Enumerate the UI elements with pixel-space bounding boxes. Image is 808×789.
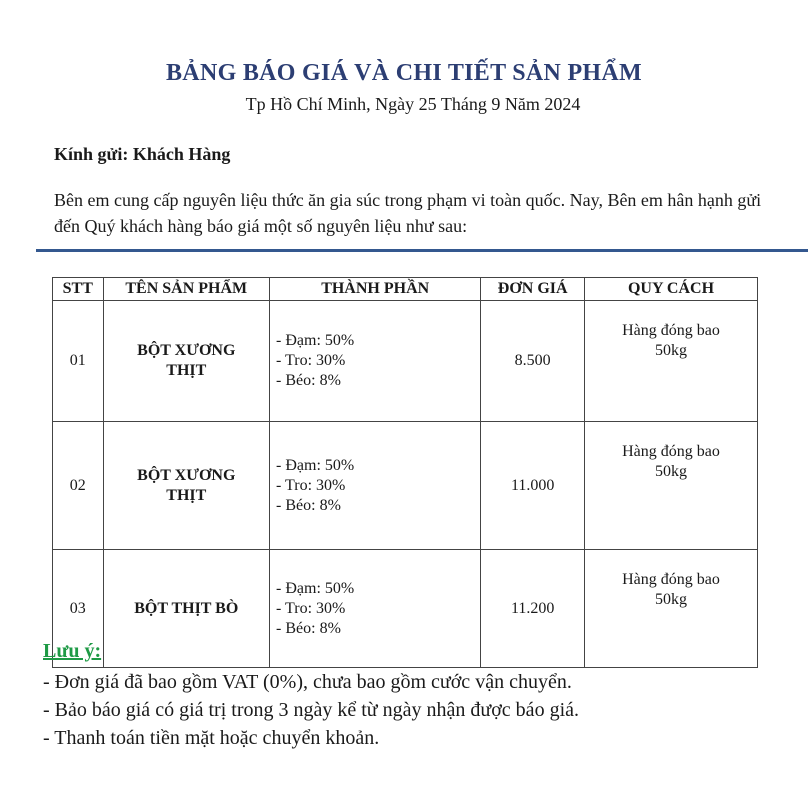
cell-product-name — [103, 550, 269, 668]
product-name-line: THỊT — [166, 486, 207, 504]
composition-ash: - Tro: 30% — [276, 352, 346, 369]
composition-ash: - Tro: 30% — [276, 476, 346, 494]
greeting: Kính gửi: Khách Hàng — [54, 144, 231, 164]
note-item-validity: - Bảo báo giá có giá trị trong 3 ngày kể từ ngày nhận được báo giá. — [43, 699, 579, 721]
cell-stt: 02 — [53, 422, 104, 550]
table-row — [53, 301, 758, 422]
cell-product-name — [103, 422, 269, 550]
notes-list — [43, 668, 579, 752]
cell-packaging — [584, 550, 757, 668]
cell-stt: 01 — [53, 301, 104, 422]
table-header-row — [53, 278, 758, 301]
page-title: BẢNG BÁO GIÁ VÀ CHI TIẾT SẢN PHẨM — [166, 60, 642, 86]
composition-protein: - Đạm: 50% — [276, 332, 355, 349]
product-name-line: BỘT XƯƠNG — [137, 342, 236, 359]
product-name-line: BỘT XƯƠNG — [137, 466, 236, 484]
composition-ash: - Tro: 30% — [276, 599, 346, 617]
packaging-line: 50kg — [654, 591, 687, 608]
section-divider — [36, 249, 808, 252]
cell-packaging — [584, 422, 757, 550]
cell-unit-price: 11.200 — [481, 550, 585, 668]
cell-composition — [270, 550, 481, 668]
composition-fat: - Béo: 8% — [276, 619, 341, 637]
table-row — [53, 422, 758, 550]
product-name-line: THỊT — [166, 362, 207, 379]
note-item-payment: - Thanh toán tiền mặt hoặc chuyển khoản. — [43, 727, 380, 749]
composition-protein: - Đạm: 50% — [276, 579, 355, 597]
composition-protein: - Đạm: 50% — [276, 456, 355, 474]
table-row — [53, 550, 758, 668]
cell-unit-price: 8.500 — [481, 301, 585, 422]
cell-packaging — [584, 301, 757, 422]
product-name-line: BỘT THỊT BÒ — [134, 599, 239, 617]
header-unit-price: ĐƠN GIÁ — [481, 278, 585, 301]
composition-fat: - Béo: 8% — [276, 372, 341, 389]
cell-composition — [270, 301, 481, 422]
cell-unit-price: 11.000 — [481, 422, 585, 550]
packaging-line: 50kg — [654, 463, 687, 480]
header-stt: STT — [53, 278, 104, 301]
note-item-vat: - Đơn giá đã bao gồm VAT (0%), chưa bao gồm cước vận chuyển. — [43, 671, 572, 693]
header-composition: THÀNH PHẦN — [270, 278, 481, 301]
price-table — [52, 277, 758, 668]
cell-stt: 03 — [53, 550, 104, 668]
cell-composition — [270, 422, 481, 550]
composition-fat: - Béo: 8% — [276, 496, 341, 514]
intro-paragraph: Bên em cung cấp nguyên liệu thức ăn gia súc trong phạm vi toàn quốc. Nay, Bên em hân hạnh gửi đến Quý khách hàng báo giá một số nguyên liệu như sau: — [54, 190, 762, 236]
header-packaging: QUY CÁCH — [584, 278, 757, 301]
cell-product-name — [103, 301, 269, 422]
notes-title: Lưu ý: — [43, 640, 102, 662]
header-product-name: TÊN SẢN PHẨM — [103, 278, 269, 301]
packaging-line: 50kg — [654, 342, 687, 359]
packaging-line: Hàng đóng bao — [622, 443, 720, 460]
dateline: Tp Hồ Chí Minh, Ngày 25 Tháng 9 Năm 2024 — [245, 94, 581, 114]
packaging-line: Hàng đóng bao — [622, 571, 720, 588]
packaging-line: Hàng đóng bao — [622, 322, 720, 339]
